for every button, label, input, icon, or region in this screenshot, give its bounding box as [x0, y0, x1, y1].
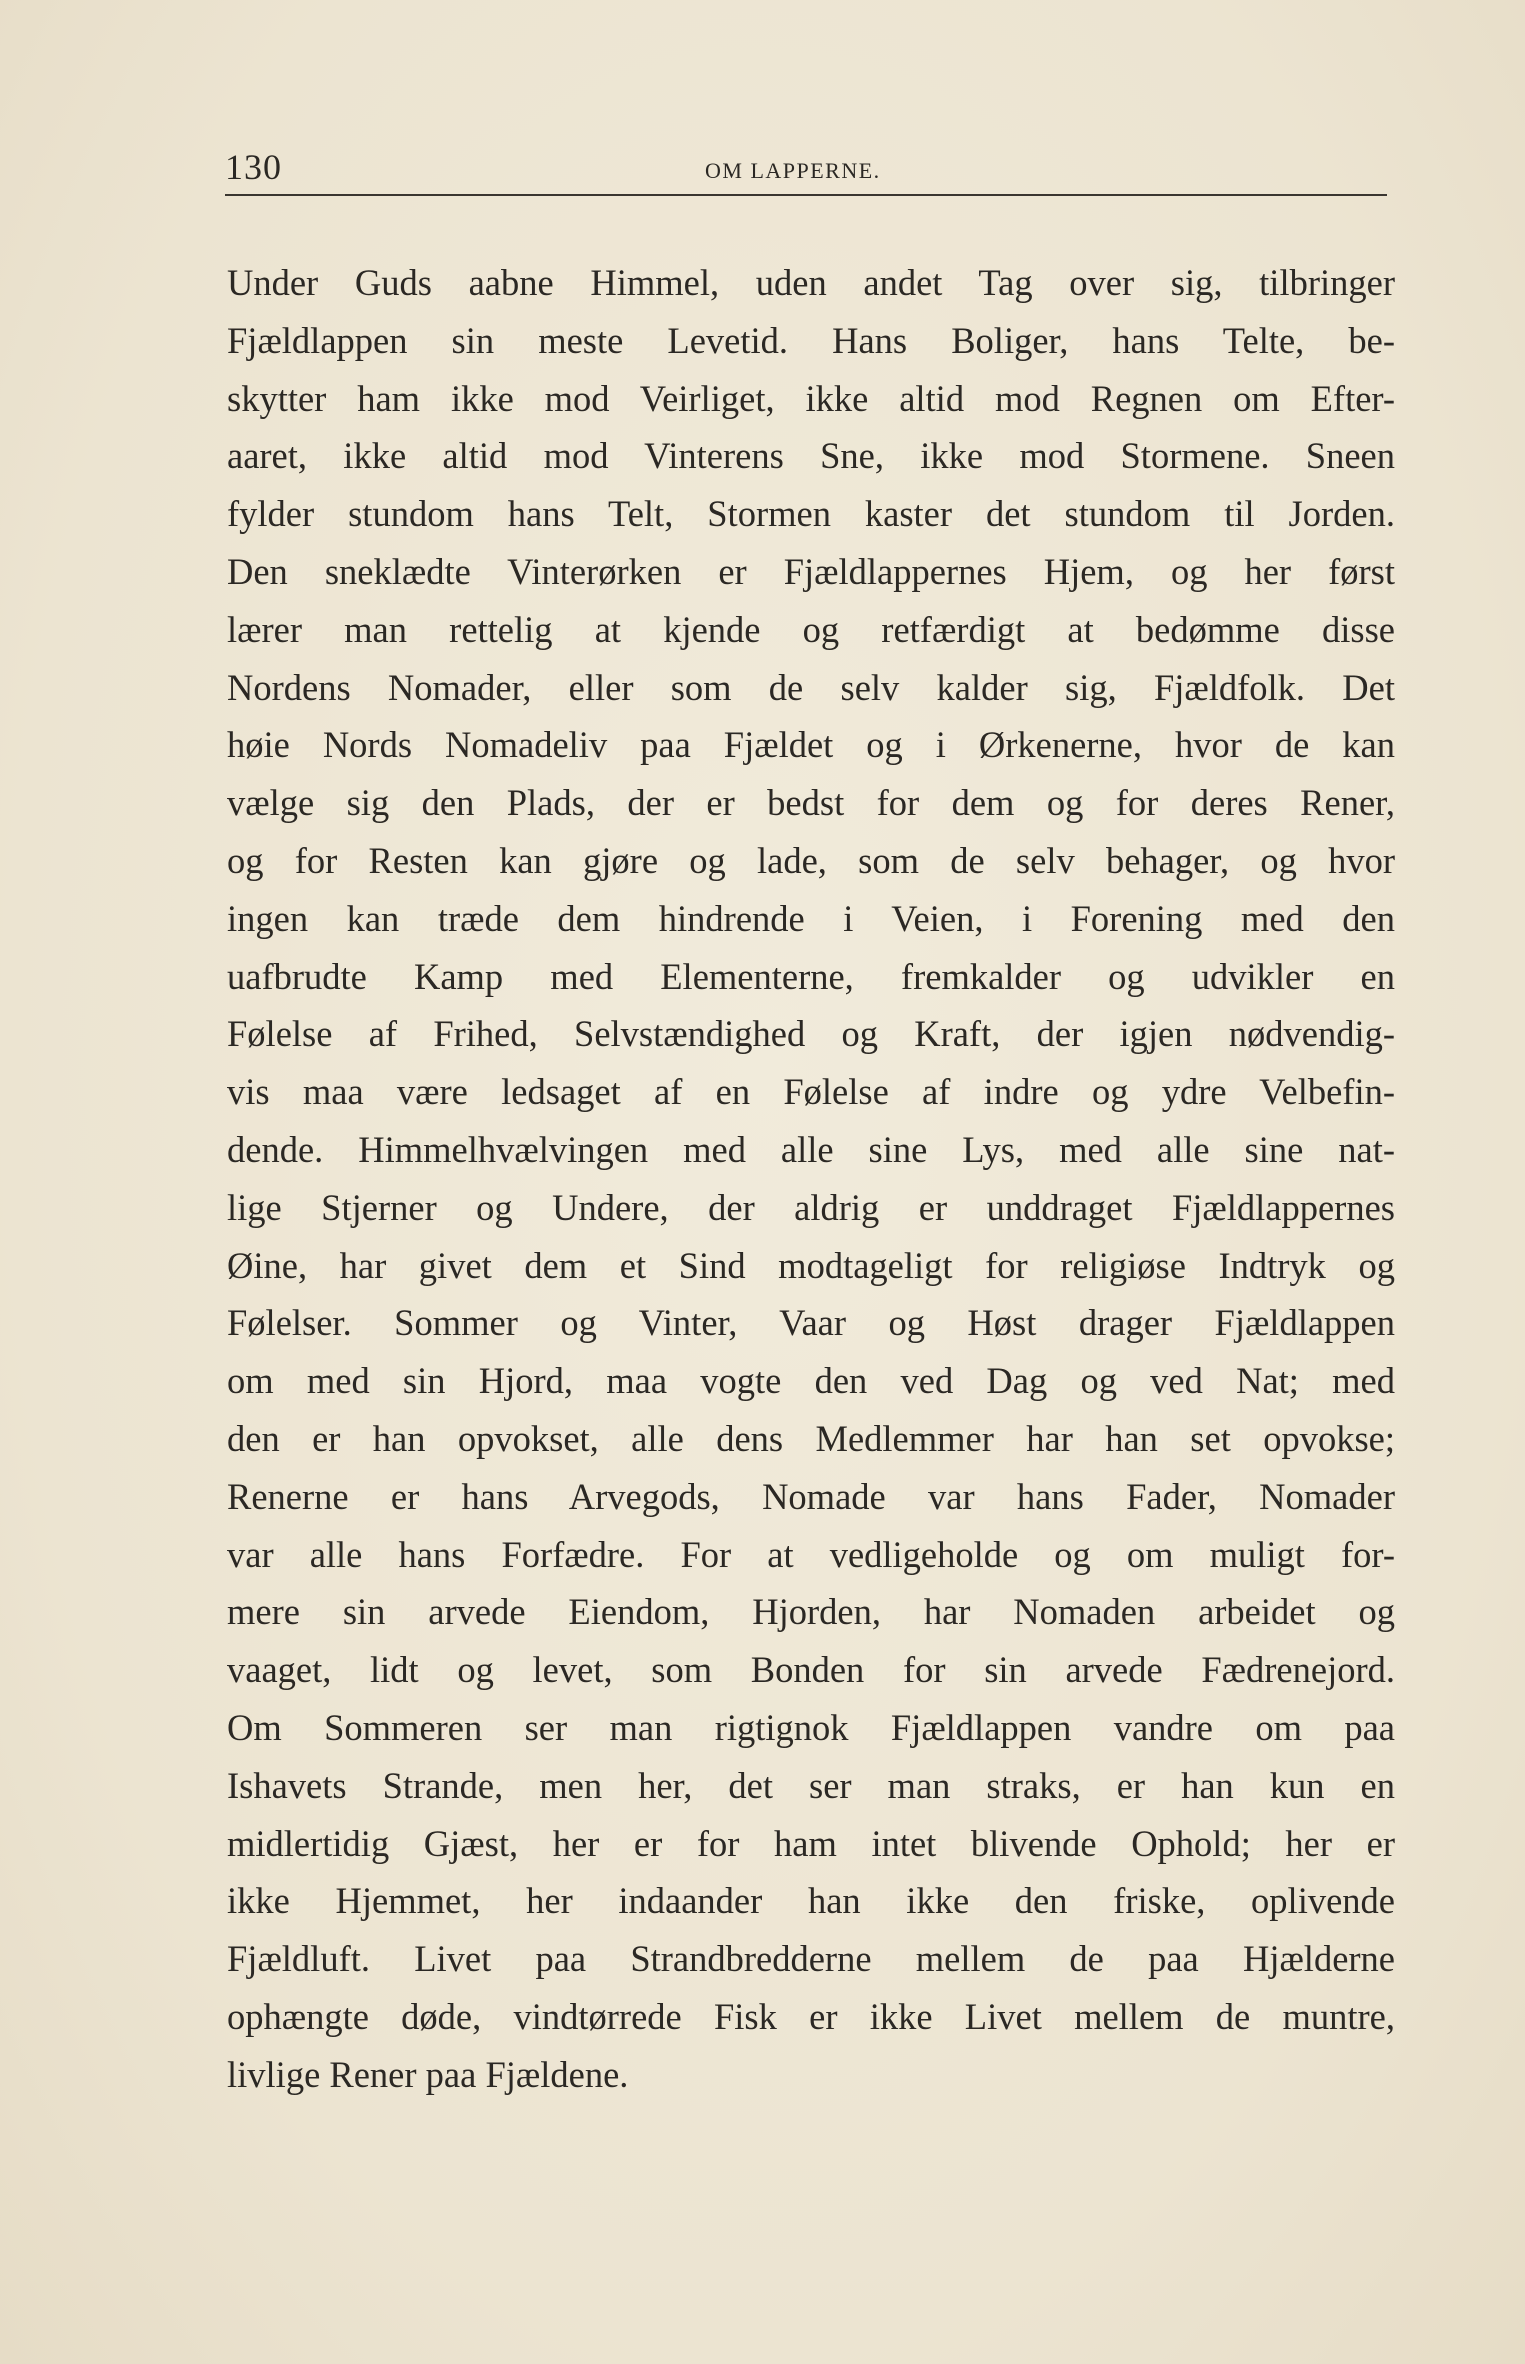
text-line: Fjældlappen sin meste Levetid. Hans Boliger, hans Telte, be- — [227, 319, 1395, 361]
text-line: Følelse af Frihed, Selvstændighed og Kraft, der igjen nødvendig- — [227, 1013, 1395, 1055]
text-line: fylder stundom hans Telt, Stormen kaster det stundom til Jorden. — [227, 493, 1395, 535]
text-line: vælge sig den Plads, der er bedst for dem og for deres Rener, — [227, 782, 1395, 824]
text-line: skytter ham ikke mod Veirliget, ikke altid mod Regnen om Efter- — [227, 377, 1395, 419]
text-line: livlige Rener paa Fjældene. — [227, 2053, 629, 2095]
running-title: OM LAPPERNE. — [705, 158, 881, 183]
text-line: og for Resten kan gjøre og lade, som de selv behager, og hvor — [227, 839, 1395, 881]
text-line: Nordens Nomader, eller som de selv kalder sig, Fjældfolk. Det — [227, 666, 1395, 708]
text-line: mere sin arvede Eiendom, Hjorden, har Nomaden arbeidet og — [227, 1591, 1395, 1633]
header-rule — [225, 194, 1387, 196]
text-line: Ishavets Strande, men her, det ser man straks, er han kun en — [227, 1764, 1395, 1806]
page-number: 130 — [225, 147, 282, 187]
text-line: den er han opvokset, alle dens Medlemmer har han set opvokse; — [227, 1417, 1395, 1459]
text-line: Fjældluft. Livet paa Strandbredderne mellem de paa Hjælderne — [227, 1938, 1395, 1980]
page-header — [225, 140, 1385, 190]
text-line: aaret, ikke altid mod Vinterens Sne, ikke mod Stormene. Sneen — [227, 435, 1395, 477]
body-paragraph — [227, 254, 1395, 2104]
text-line: var alle hans Forfædre. For at vedligeholde og om muligt for- — [227, 1533, 1395, 1575]
text-line: vaaget, lidt og levet, som Bonden for sin arvede Fædrenejord. — [227, 1649, 1395, 1691]
text-line: uafbrudte Kamp med Elementerne, fremkalder og udvikler en — [227, 955, 1395, 997]
text-line: Om Sommeren ser man rigtignok Fjældlappen vandre om paa — [227, 1706, 1395, 1748]
text-line: vis maa være ledsaget af en Følelse af indre og ydre Velbefin- — [227, 1071, 1395, 1113]
text-line: ingen kan træde dem hindrende i Veien, i Forening med den — [227, 897, 1395, 939]
text-line: midlertidig Gjæst, her er for ham intet blivende Ophold; her er — [227, 1822, 1395, 1864]
text-line: Renerne er hans Arvegods, Nomade var hans Fader, Nomader — [227, 1475, 1395, 1517]
text-line: Under Guds aabne Himmel, uden andet Tag over sig, tilbringer — [227, 262, 1395, 303]
text-line: høie Nords Nomadeliv paa Fjældet og i Ørkenerne, hvor de kan — [227, 724, 1395, 766]
text-line: lige Stjerner og Undere, der aldrig er unddraget Fjældlappernes — [227, 1186, 1395, 1228]
text-line: lærer man rettelig at kjende og retfærdigt at bedømme disse — [227, 608, 1395, 650]
text-line: dende. Himmelhvælvingen med alle sine Lys, med alle sine nat- — [227, 1128, 1395, 1170]
text-line: Følelser. Sommer og Vinter, Vaar og Høst drager Fjældlappen — [227, 1302, 1395, 1344]
text-line: om med sin Hjord, maa vogte den ved Dag og ved Nat; med — [227, 1360, 1395, 1402]
text-line: Den sneklædte Vinterørken er Fjældlappernes Hjem, og her først — [227, 550, 1395, 592]
text-line: ophængte døde, vindtørrede Fisk er ikke Livet mellem de muntre, — [227, 1995, 1395, 2037]
text-line: ikke Hjemmet, her indaander han ikke den friske, oplivende — [227, 1880, 1395, 1922]
text-line: Øine, har givet dem et Sind modtageligt for religiøse Indtryk og — [227, 1244, 1395, 1286]
